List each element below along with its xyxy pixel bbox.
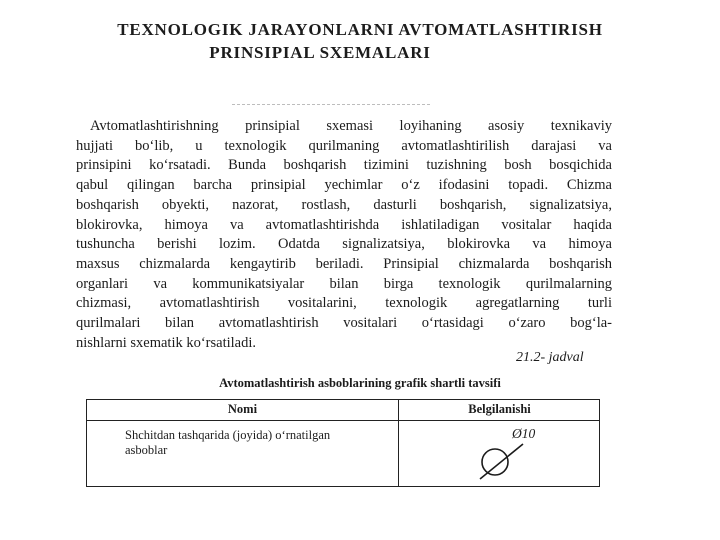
header-nomi: Nomi <box>227 402 258 416</box>
circle-with-diagonal-line-icon <box>475 424 555 484</box>
table-caption: Avtomatlashtirish asboblarining grafik shartli tavsifi <box>219 376 501 390</box>
table-header-row <box>87 400 599 421</box>
document-title <box>0 18 720 64</box>
paragraph-line: hujjati bo‘lib, u texnologik qurilmaning avtomatlashtirilish darajasi va <box>76 137 612 154</box>
table-number: 21.2- jadval <box>516 350 584 365</box>
paragraph-line: chizmasi, avtomatlashtirish vositalarini, texnologik agregatlarning turli <box>76 295 612 312</box>
paragraph-line: qurilmalari bilan avtomatlashtirish vositalari o‘rtasidagi o‘zaro bog‘la- <box>76 315 612 332</box>
body-paragraph <box>76 117 612 353</box>
paragraph-line: boshqarish obyekti, nazorat, rostlash, dasturli boshqarish, signalizatsiya, <box>76 196 612 213</box>
paragraph-line: qabul qilingan barcha prinsipial yechimlar o‘z ifodasini topadi. Chizma <box>76 177 612 194</box>
paragraph-line: Avtomatlashtirishning prinsipial sxemasi loyihaning asosiy texnikaviy <box>90 118 612 134</box>
header-belgilanishi: Belgilanishi <box>468 402 531 416</box>
title-line-1: TEXNOLOGIK JARAYONLARNI AVTOMATLASHTIRISH <box>117 20 603 39</box>
paragraph-line: blokirovka, himoya va avtomatlashtirishda ishlatiladigan vositalar haqida <box>76 216 612 233</box>
symbol-label: Ø10 <box>512 426 536 441</box>
paragraph-line: prinsipini ko‘rsatadi. Bunda boshqarish tizimini tuzishning bosh bosqichida <box>76 157 612 174</box>
paragraph-line: maxsus chizmalarda kengaytirib beriladi. Prinsipial chizmalarda boshqarish <box>76 255 612 272</box>
row-name-cell: Shchitdan tashqarida (joyida) o‘rnatilgan asboblar <box>125 428 331 457</box>
divider <box>232 104 430 105</box>
symbol-table <box>86 399 600 487</box>
title-line-2: PRINSIPIAL SXEMALARI <box>209 43 431 62</box>
paragraph-line: nishlarni sxematik ko‘rsatiladi. <box>76 334 257 351</box>
paragraph-line: tushuncha berishi lozim. Odatda signalizatsiya, blokirovka va himoya <box>76 236 612 253</box>
paragraph-line: organlari va kommunikatsiyalar bilan birga texnologik qurilmalarning <box>76 275 612 292</box>
